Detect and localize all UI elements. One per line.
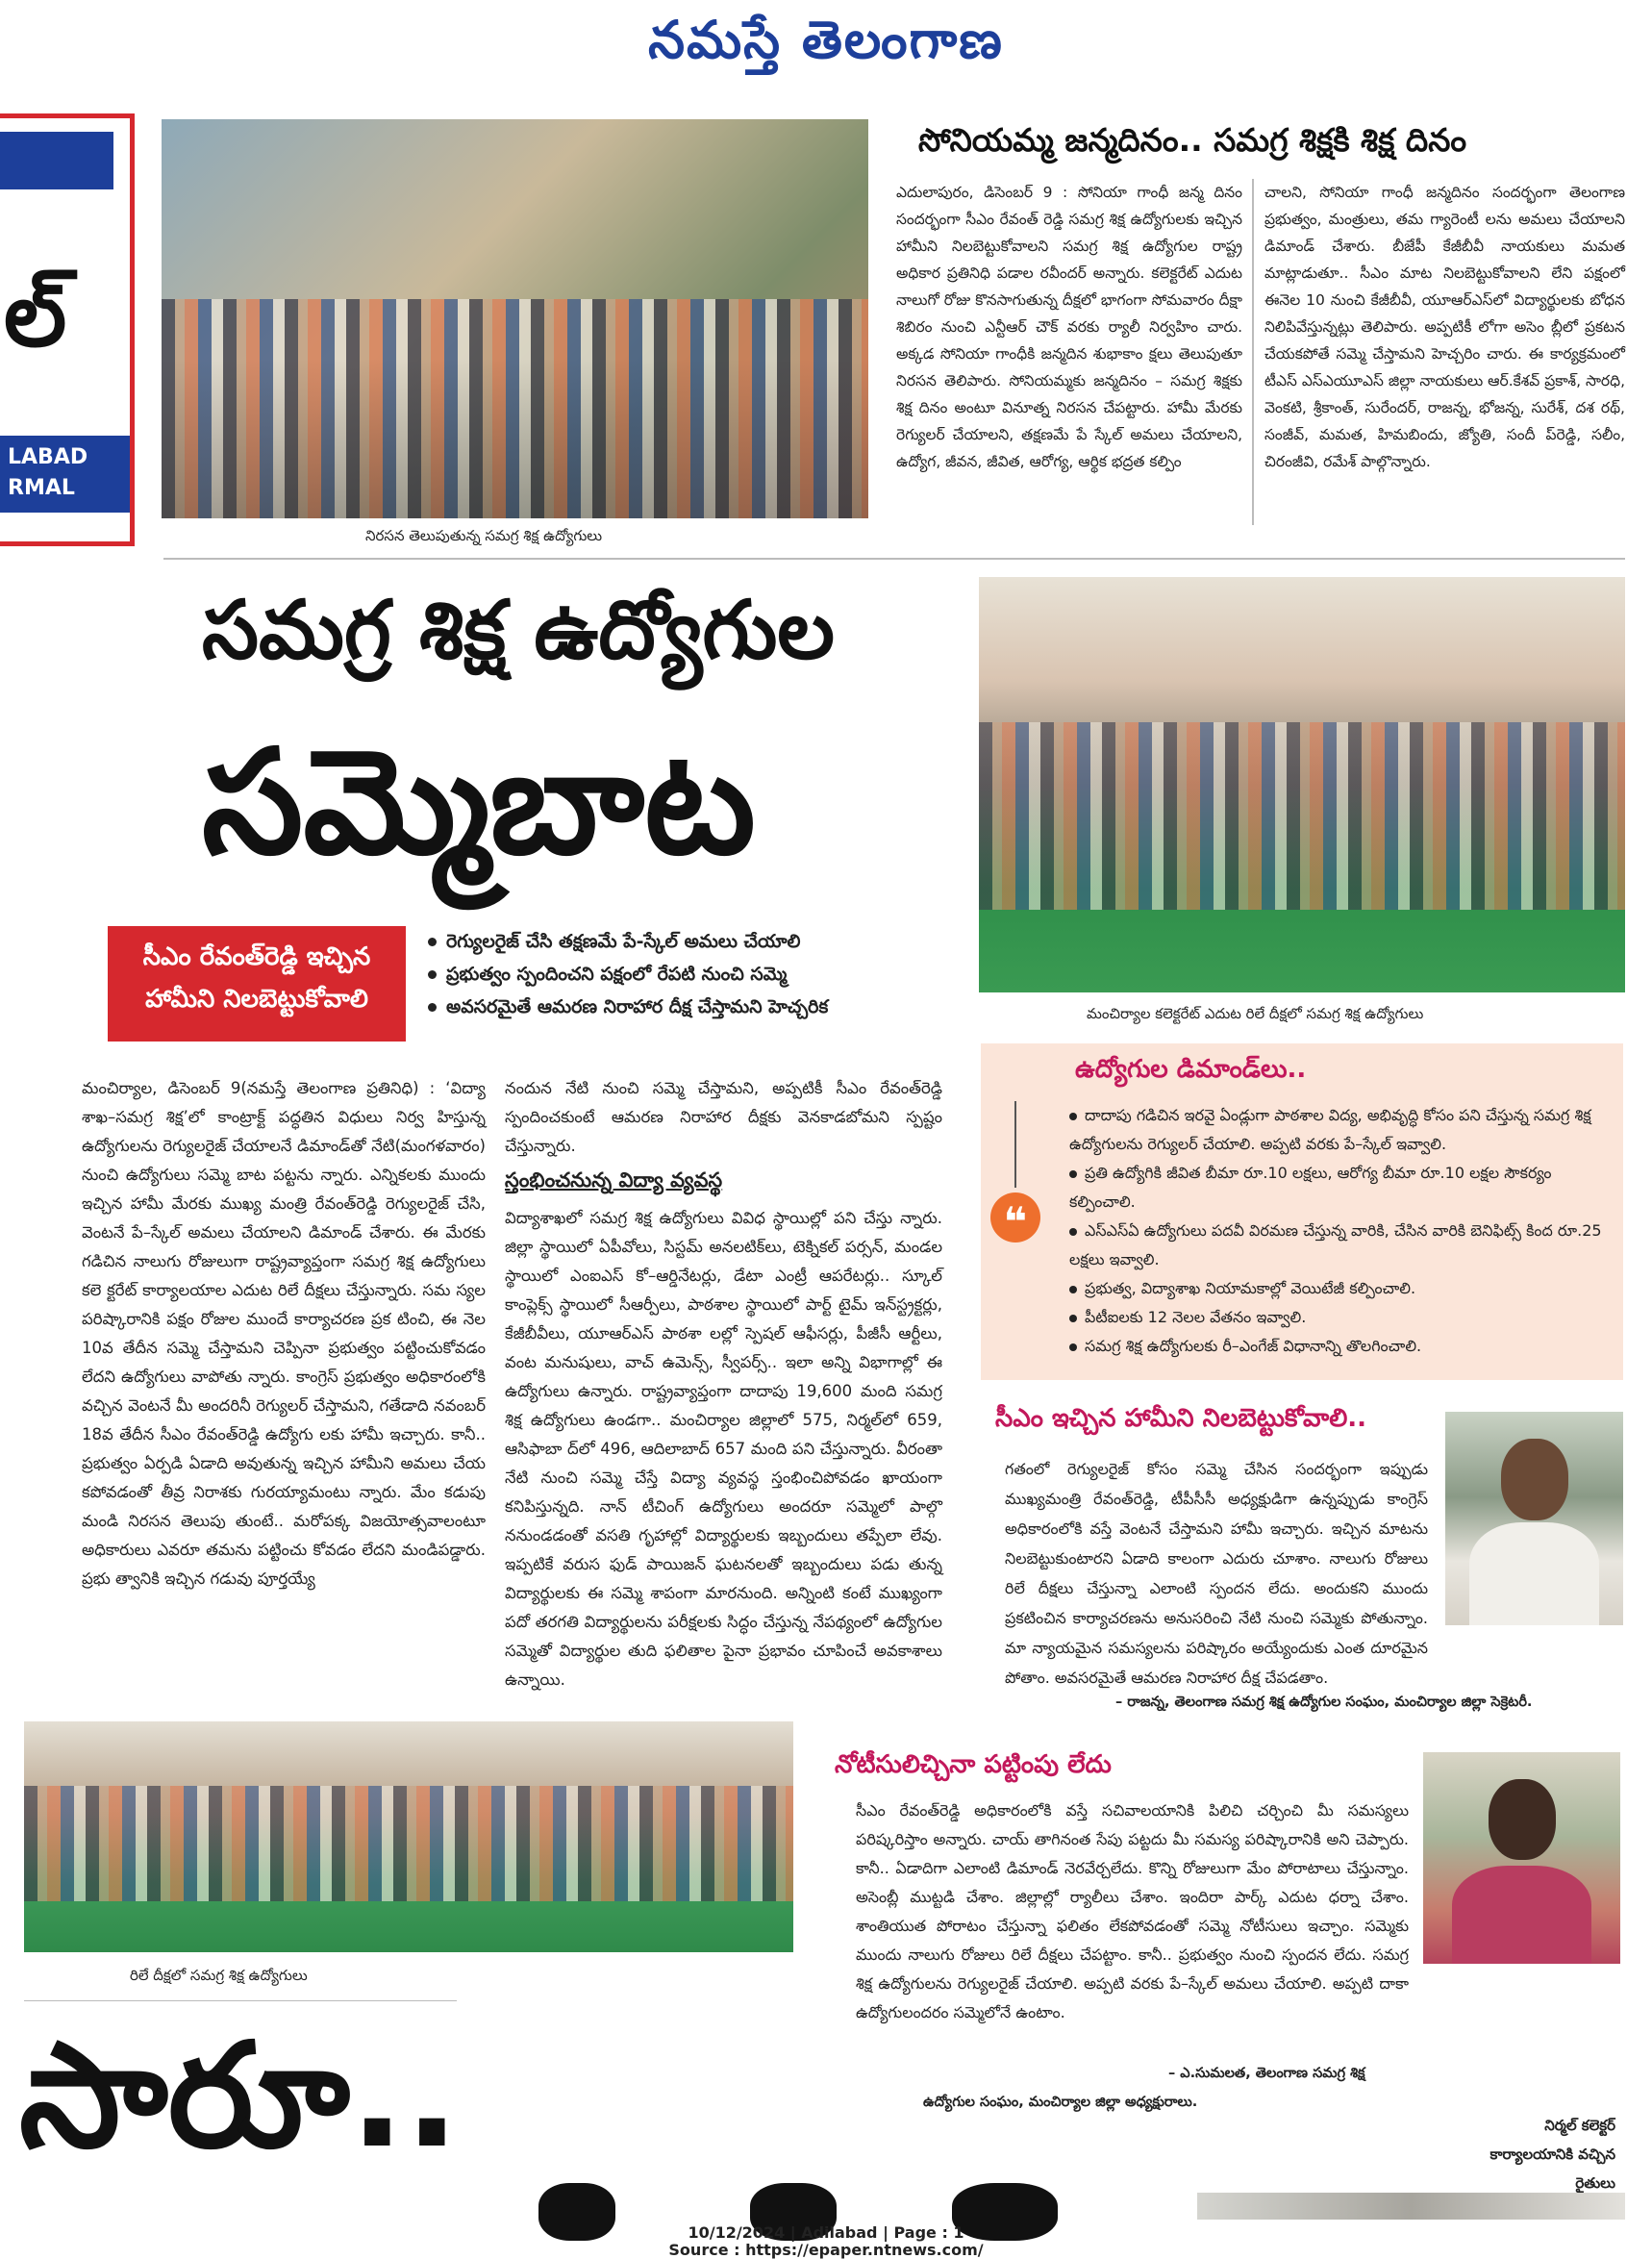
relay-photo-caption: మంచిర్యాల కలెక్టరేట్ ఎదుట రిలే దీక్షలో సమగ్ర శిక్ష ఉద్యోగులు: [1087, 1005, 1424, 1022]
quote2-attribution-line2: ఉద్యోగుల సంఘం, మంచిర్యాల జిల్లా అధ్యక్షురాలు.: [923, 2095, 1198, 2110]
nirmal-caption: [1365, 2111, 1615, 2197]
quote2-attribution-line1: – ఎ.సుమలత, తెలంగాణ సమగ్ర శిక్ష: [1168, 2066, 1365, 2081]
left-ad-fragment: ల్: [4, 264, 67, 366]
bottom-divider: [24, 2000, 457, 2001]
left-ad-line1: LABAD: [8, 445, 88, 469]
bullet-item: ప్రభుత్వం స్పందించని పక్షంలో రేపటి నుంచి సమ్మె: [428, 958, 966, 991]
quote2-text: సీఎం రేవంత్‌రెడ్డి అధికారంలోకి వస్తే సచివాలయానికి పిలిచి చర్చించి మీ సమస్యలు పరిష్కరిస్తాం అన్నారు. చాయ్ తాగినంత సేపు పట్టదు మీ సమస్య పరిష్కారానికి అని చెప్పారు. కానీ.. ఏడాదిగా ఎలాంటి డిమాండ్ నెరవేర్చలేదు. కొన్ని రోజులుగా మేం పోరాటాలు చేస్తున్నాం. అసెంబ్లీ ముట్టడి చేశాం. జిల్లాల్లో ర్యాలీలు చేశాం. ఇందిరా పార్క్ ఎదుట ధర్నా చేశాం. శాంతియుత పోరాటం చేస్తున్నా ఫలితం లేకపోవడంతో సమ్మె నోటీసులు ఇచ్చాం. సమ్మెకు ముందు నాలుగు రోజులు రిలే దీక్షలు చేపట్టాం. కానీ.. ప్రభుత్వం నుంచి స్పందన లేదు. సమగ్ర శిక్ష ఉద్యోగులను రెగ్యులరైజ్ చేయాలి. అప్పటి వరకు పే–స్కేల్ అమలు చేయాలి. అప్పటి దాకా ఉద్యోగులందరం సమ్మెలోనే ఉంటాం.: [856, 1801, 1414, 2021]
bullet-item: రెగ్యులరైజ్ చేసి తక్షణమే పే-స్కేల్ అమలు చేయాలి: [428, 925, 966, 958]
nirmal-photo-fragment: [1197, 2193, 1625, 2220]
left-ad: [0, 113, 135, 546]
left-ad-line2: RMAL: [8, 476, 75, 500]
quote2-portrait: [1423, 1752, 1620, 1964]
bullet-item: అవసరమైతే ఆమరణ నిరాహార దీక్ష చేస్తామని హెచ్చరిక: [428, 991, 966, 1023]
quote2-title: నోటీసులిచ్చినా పట్టింపు లేదు: [835, 1750, 1112, 1779]
demand-item: పీటీఐలకు 12 నెలల వేతనం ఇవ్వాలి.: [1069, 1303, 1608, 1332]
top-story-col-divider: [1252, 179, 1254, 525]
masthead-title: నమస్తే తెలంగాణ: [648, 10, 1004, 70]
quote1-title: సీఎం ఇచ్చిన హామీని నిలబెట్టుకోవాలి..: [995, 1404, 1367, 1433]
main-body-col2: విద్యాశాఖలో సమగ్ర శిక్ష ఉద్యోగులు వివిధ స్థాయిల్లో పని చేస్తు న్నారు. జిల్లా స్థాయిలో ఏపీవోలు, సిస్టమ్ అనలటిక్‌లు, టెక్నికల్ పర్సన్, మండల స్థాయిలో ఎంఐఎస్ కో–ఆర్డినేటర్లు, డేటా ఎంట్రీ ఆపరేటర్లు.. స్కూల్ కాంప్లెక్స్ స్థాయిలో సీఆర్పీలు, పాఠశాల స్థాయిలో పార్ట్ టైమ్ ఇన్‌స్ట్రక్టర్లు, కేజీబీవీలు, యూఆర్ఎస్ పాఠశా లల్లో స్పెషల్ ఆఫీసర్లు, పీజీసీ ఆర్టీలు, వంట మనుషులు, వాచ్ ఉమెన్స్, స్వీపర్స్.. ఇలా అన్ని విభాగాల్లో ఈ ఉద్యోగులు ఉన్నారు. రాష్ట్రవ్యాప్తంగా దాదాపు 19,600 మంది సమగ్ర శిక్ష ఉద్యోగులు ఉండగా.. మంచిర్యాల జిల్లాలో 575, నిర్మల్‌లో 659, ఆసిఫాబా ద్‌లో 496, ఆదిలాబాద్ 657 మంది పని చేస్తున్నారు. వీరంతా నేటి నుంచి సమ్మె చేస్తే విద్యా వ్యవస్థ స్తంభించిపోవడం ఖాయంగా కనిపిస్తున్నది. నాన్ టీచింగ్ ఉద్యోగులు అందరూ సమ్మెలో పాల్గొ ననుండడంతో వసతి గృహాల్లో విద్యార్థులకు ఇబ్బందులు తప్పేలా లేవు. ఇప్పటికే వరుస ఫుడ్ పాయిజన్ ఘటనలతో ఇబ్బందులు పడు తున్న విద్యార్థులకు ఈ సమ్మె శాపంగా మారనుంది. అన్నింటి కంటే ముఖ్యంగా పదో తరగతి విద్యార్థులను పరీక్షలకు సిద్ధం చేస్తున్న నేపథ్యంలో ఉద్యోగుల సమ్మెతో విద్యార్థుల తుది ఫలితాల పైనా ప్రభావం చూపించే అవకాశాలు ఉన్నాయి.: [505, 1209, 948, 1689]
top-photo-caption: నిరసన తెలుపుతున్న సమగ్ర శిక్ష ఉద్యోగులు: [365, 527, 603, 544]
top-story-col2: చాలని, సోనియా గాంధీ జన్మదినం సందర్భంగా తెలంగాణ ప్రభుత్వం, మంత్రులు, తమ గ్యారెంటీ లను అమలు చేయాలని డిమాండ్ చేశారు. బీజేపీ కేజీబీవీ నాయకులు మమత మాట్లాడుతూ.. సీఎం మాట నిలబెట్టుకోవాలని లేని పక్షంలో ఈనెల 10 నుంచి కేజీబీవీ, యూఆర్ఎస్‌లో విద్యార్థులకు బోధన నిలిపివేస్తున్నట్లు తెలిపారు. అప్పటికీ లోగా అసెం బ్లీలో ప్రకటన చేయకపోతే సమ్మె చేస్తామని హెచ్చరిం చారు. ఈ కార్యక్రమంలో టీఎస్ ఎస్ఎయూఎస్ జిల్లా నాయకులు ఆర్.కేశవ్ ప్రకాశ్, సారధి, వెంకటి, శ్రీకాంత్, సురేందర్, రాజన్న, భోజన్న, సురేశ్, దశ రథ్, సంజీవ్, మమత, హిమబిందు, జ్యోతి, సందీ ప్‌రెడ్డి, సలీం, చిరంజీవి, రమేశ్ పాల్గొన్నారు.: [1264, 184, 1630, 470]
demand-item: ప్రభుత్వ, విద్యాశాఖ నియామకాల్లో వెయిటేజీ కల్పించాలి.: [1069, 1274, 1608, 1303]
relay-strike-photo: [979, 577, 1625, 992]
red-highlight-box: సీఎం రేవంత్‌రెడ్డి ఇచ్చిన హామీని నిలబెట్టుకోవాలి: [108, 926, 406, 1042]
bottom-headline: సారూ..: [19, 2013, 460, 2180]
demand-item: ఎస్ఎస్ఏ ఉద్యోగులు పదవీ విరమణ చేస్తున్న వారికి, చేసిన వారికి బెనిఫిట్స్ కింద రూ.25 లక్షలు ఇవ్వాలి.: [1069, 1221, 1602, 1268]
nirmal-caption-line3: రైతులు: [1575, 2174, 1615, 2192]
quote-icon-line: [1014, 1101, 1016, 1188]
bottom-photo-caption: రిలే దీక్షలో సమగ్ర శిక్ష ఉద్యోగులు: [130, 1967, 308, 1984]
next-headline-fragment: [538, 2183, 1135, 2210]
protest-photo-top: [162, 119, 868, 518]
relay-strike-photo-bottom: [24, 1721, 793, 1952]
main-headline-line2: సమ్మెబాట: [202, 719, 756, 887]
nirmal-caption-line1: నిర్మల్ కలెక్టర్: [1544, 2117, 1615, 2134]
bullet-dot-icon: [428, 970, 437, 979]
main-headline-line1: సమగ్ర శిక్ష ఉద్యోగుల: [202, 583, 835, 677]
main-subhead: స్తంభించనున్న విద్యా వ్యవస్థ: [505, 1168, 723, 1192]
quote1-text: గతంలో రెగ్యులరైజ్ కోసం సమ్మె చేసిన సందర్భంగా ఇప్పుడు ముఖ్యమంత్రి రేవంత్‌రెడ్డి, టీపీసీసీ అధ్యక్షుడిగా ఉన్నప్పుడు కాంగ్రెస్ అధికారంలోకి వస్తే వెంటనే చేస్తామని హామీ ఇచ్చారు. ఇచ్చిన మాటను నిలబెట్టుకుంటారని ఏడాది కాలంగా ఎదురు చూశాం. నాలుగు రోజులు రిలే దీక్షలు చేస్తున్నా ఎలాంటి స్పందన లేదు. అందుకని ముందు ప్రకటించిన కార్యాచరణను అనుసరించి నేటి నుంచి సమ్మెకు పోతున్నాం. మా న్యాయమైన సమస్యలను పరిష్కారం అయ్యేందుకు ఎంత దూరమైన పోతాం. అవసరమైతే ఆమరణ నిరాహార దీక్ష చేపడతాం.: [1005, 1460, 1434, 1687]
main-body-col2-top: నందున నేటి నుంచి సమ్మె చేస్తామని, అప్పటికీ సీఎం రేవంత్‌రెడ్డి స్పందించకుంటే ఆమరణ నిరాహార దీక్షకు వెనకాడబోమని స్పష్టం చేస్తున్నారు.: [505, 1079, 948, 1155]
quote1-portrait: [1445, 1412, 1623, 1625]
demands-list: [1069, 1101, 1608, 1361]
nirmal-caption-line2: కార్యాలయానికి వచ్చిన: [1489, 2146, 1615, 2163]
demand-item: సమగ్ర శిక్ష ఉద్యోగులకు రీ–ఎంగేజ్ విధానాన్ని తొలగించాలి.: [1069, 1332, 1608, 1361]
top-story-col1: ఎదులాపురం, డిసెంబర్ 9 : సోనియా గాంధీ జన్మ దినం సందర్భంగా సీఎం రేవంత్ రెడ్డి సమగ్ర శిక్ష ఉద్యోగులకు ఇచ్చిన హామీని నిలబెట్టుకోవాలని సమగ్ర శిక్ష ఉద్యోగుల రాష్ట్ర అధికార ప్రతినిధి పడాల రవీందర్ అన్నారు. కలెక్టరేట్ ఎదుట నాలుగో రోజు కొనసాగుతున్న దీక్షలో భాగంగా సోమవారం దీక్షా శిబిరం నుంచి ఎన్టీఆర్ చౌక్ వరకు ర్యాలీ నిర్వహిం చారు. అక్కడ సోనియా గాంధీకి జన్మదిన శుభాకాం క్షలు తెలుపుతూ నిరసన తెలిపారు. సోనియమ్మకు జన్మదినం – సమగ్ర శిక్షకు శిక్ష దినం అంటూ వినూత్న నిరసన చేపట్టారు. హామీ మేరకు రెగ్యులర్ చేయాలని, తక్షణమే పే స్కేల్ అమలు చేయాలని, ఉద్యోగ, జీవన, జీవిత, ఆరోగ్య, ఆర్థిక భద్రత కల్పిం: [896, 184, 1247, 470]
bullet-dot-icon: [428, 1003, 437, 1012]
footer-line1: 10/12/2024 | Adilabad | Page : 1: [688, 2223, 964, 2242]
demands-box: [981, 1043, 1623, 1380]
quote1-attribution: – రాజన్న, తెలంగాణ సమగ్ర శిక్ష ఉద్యోగుల సంఘం, మంచిర్యాల జిల్లా సెక్రెటరీ.: [1115, 1694, 1533, 1710]
demands-title: ఉద్యోగుల డిమాండ్‌లు..: [1075, 1055, 1307, 1084]
main-body-col1: మంచిర్యాల, డిసెంబర్ 9(నమస్తే తెలంగాణ ప్రతినిధి) : ‘విద్యా శాఖ–సమగ్ర శిక్ష’లో కాంట్రాక్ట్ పద్ధతిన విధులు నిర్వ హిస్తున్న ఉద్యోగులను రెగ్యులరైజ్ చేయాలనే డిమాండ్‌తో నేటి(మంగళవారం) నుంచి ఉద్యోగులు సమ్మె బాట పట్టను న్నారు. ఎన్నికలకు ముందు ఇచ్చిన హామీ మేరకు ముఖ్య మంత్రి రేవంత్‌రెడ్డి రెగ్యులరైజ్ చేసి, వెంటనే పే–స్కేల్ అమలు చేయాలని డిమాండ్ చేశారు. ఈ మేరకు గడిచిన నాలుగు రోజులుగా రాష్ట్రవ్యాప్తంగా సమగ్ర శిక్ష ఉద్యోగులు కలె క్టరేట్ కార్యాలయాల ఎదుట రిలే దీక్షలు చేస్తున్నారు. సమ స్యల పరిష్కారానికి పక్షం రోజుల ముందే కార్యాచరణ ప్రక టించి, ఈ నెల 10వ తేదీన సమ్మె చేస్తామని చెప్పినా ప్రభుత్వం పట్టించుకోవడం లేదని ఉద్యోగులు వాపోతు న్నారు. కాంగ్రెస్ ప్రభుత్వం అధికారంలోకి వచ్చిన వెంటనే మీ అందరినీ రెగ్యులర్ చేస్తామని, గతేడాది నవంబర్ 18వ తేదీన సీఎం రేవంత్‌రెడ్డి ఉద్యోగు లకు హామీ ఇచ్చారు. కానీ.. ప్రభుత్వం ఏర్పడి ఏడాది అవుతున్న ఇచ్చిన హామీని అమలు చేయ కపోవడంతో తీవ్ర నిరాశకు గురయ్యామంటు న్నారు. మేం కడుపు మండి నిరసన తెలుపు తుంటే.. మరోపక్క విజయోత్సవాలంటూ అధికారులు ఎవరూ తమను పట్టించు కోవడం లేదని మండిపడ్డారు. ప్రభు త్వానికి ఇచ్చిన గడువు పూర్తయ్యే: [82, 1079, 491, 1588]
left-ad-logo-bar: [0, 132, 113, 189]
demand-item: దాదాపు గడిచిన ఇరవై ఏండ్లుగా పాఠశాల విద్య, అభివృద్ధి కోసం పని చేస్తున్న సమగ్ర శిక్ష ఉద్యోగులను రెగ్యులర్ చేయాలి. అప్పటి వరకు పే–స్కేల్ ఇవ్వాలి.: [1069, 1106, 1591, 1153]
demand-item: ప్రతి ఉద్యోగికి జీవిత బీమా రూ.10 లక్షలు, ఆరోగ్య బీమా రూ.10 లక్షల సౌకర్యం కల్పించాలి.: [1069, 1164, 1552, 1211]
top-divider: [163, 558, 1625, 560]
footer-line2[interactable]: Source : https://epaper.ntnews.com/: [668, 2241, 984, 2259]
bullet-dot-icon: [428, 938, 437, 946]
headline-bullets: [428, 925, 966, 1023]
quote-icon: ❝: [990, 1192, 1040, 1242]
top-story-headline: సోనియమ్మ జన్మదినం.. సమగ్ర శిక్షకి శిక్ష దినం: [918, 121, 1467, 159]
